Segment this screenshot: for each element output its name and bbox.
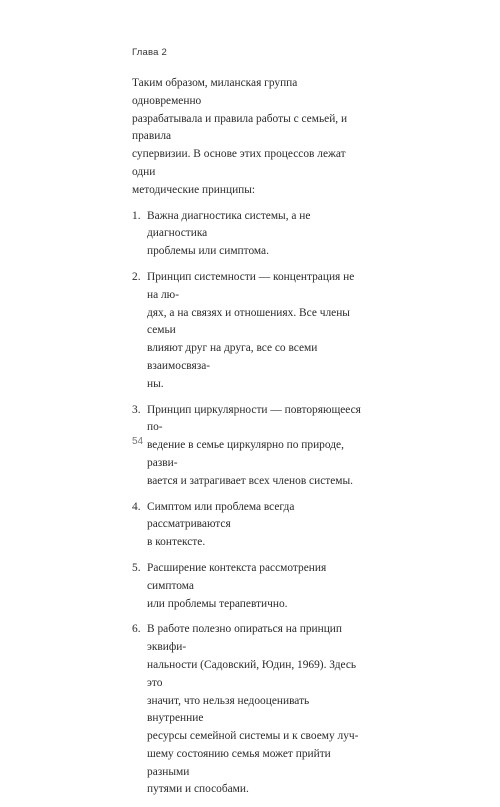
text-line: вается и затрагивает всех членов системы. <box>147 474 353 487</box>
text-line: ны. <box>147 377 164 390</box>
text-line: Принцип системности — концентрация не на лю- <box>147 270 355 301</box>
list-item <box>132 208 368 261</box>
text-line: нальности (Садовский, Юдин, 1969). Здесь это <box>147 658 357 689</box>
item-number: 2. <box>132 270 141 283</box>
text-line: Таким образом, миланская группа одновременно <box>132 77 298 107</box>
text-line: значит, что нельзя недооценивать внутренние <box>147 694 310 725</box>
text-line: или проблемы терапевтично. <box>147 597 288 610</box>
list-item <box>132 560 368 613</box>
text-line: дях, а на связях и отношениях. Все члены семьи <box>147 306 350 337</box>
text-line: в контексте. <box>147 536 206 549</box>
text-line: проблемы или симптома. <box>147 245 269 258</box>
text-line: шему состоянию семья может прийти разными <box>147 747 331 778</box>
text-line: влияют друг на друга, все со всеми взаимосвяза- <box>147 342 318 372</box>
text-line: Расширение контекста рассмотрения симптома <box>147 561 327 592</box>
list-item <box>132 499 368 552</box>
text-line: Важна диагностика системы, а не диагностика <box>147 209 311 240</box>
text-line: Симптом или проблема всегда рассматриваются <box>147 500 295 531</box>
item-number: 6. <box>132 623 141 636</box>
text-line: разрабатывала и правила работы с семьей, и правила <box>132 112 348 143</box>
item-number: 5. <box>132 561 141 574</box>
text-line: В работе полезно опираться на принцип эквифи- <box>147 623 343 654</box>
list-item <box>132 621 368 799</box>
list-item <box>132 402 368 491</box>
page-number: 54 <box>132 436 144 447</box>
item-number: 1. <box>132 209 141 222</box>
text-line: Принцип циркулярности — повторяющееся по- <box>147 403 361 434</box>
text-line: ведение в семье циркулярно по природе, разви- <box>147 439 344 469</box>
text-line: методические принципы: <box>132 183 256 196</box>
text-line: путями и способами. <box>147 783 249 796</box>
page-body <box>132 75 368 807</box>
text-line: супервизии. В основе этих процессов лежат одни <box>132 148 346 178</box>
text-line: ресурсы семейной системы и к своему луч- <box>147 730 359 743</box>
item-number: 4. <box>132 500 141 513</box>
principles-list <box>132 208 368 800</box>
item-number: 3. <box>132 403 141 416</box>
list-item <box>132 269 368 394</box>
chapter-header: Глава 2 <box>132 47 167 58</box>
intro-paragraph <box>132 75 368 200</box>
